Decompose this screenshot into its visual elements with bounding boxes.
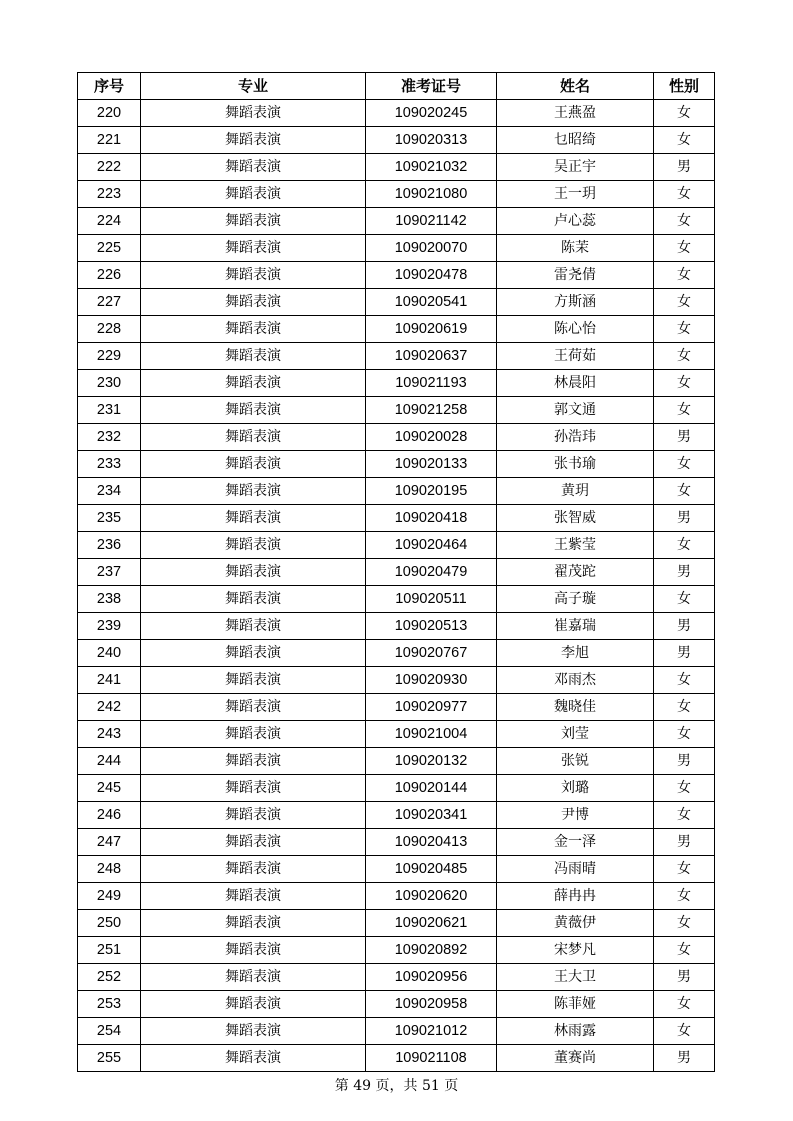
- table-row: [78, 100, 715, 127]
- name-cell: 陈菲娅: [497, 991, 654, 1018]
- gender-cell: 女: [654, 802, 715, 829]
- gender-cell: 男: [654, 829, 715, 856]
- exam-id-cell: 109021108: [366, 1045, 497, 1072]
- exam-id-cell: 109021004: [366, 721, 497, 748]
- serial-number-cell: 233: [78, 451, 141, 478]
- name-cell: 王燕盈: [497, 100, 654, 127]
- header-exam-id: 准考证号: [366, 73, 497, 100]
- table-row: [78, 127, 715, 154]
- gender-cell: 女: [654, 181, 715, 208]
- gender-cell: 男: [654, 424, 715, 451]
- gender-cell: 女: [654, 478, 715, 505]
- name-cell: 王一玥: [497, 181, 654, 208]
- exam-id-cell: 109020621: [366, 910, 497, 937]
- exam-id-cell: 109020341: [366, 802, 497, 829]
- exam-id-cell: 109021032: [366, 154, 497, 181]
- name-cell: 翟茂跎: [497, 559, 654, 586]
- serial-number-cell: 239: [78, 613, 141, 640]
- name-cell: 孙浩玮: [497, 424, 654, 451]
- exam-id-cell: 109020413: [366, 829, 497, 856]
- table-row: [78, 910, 715, 937]
- exam-id-cell: 109020464: [366, 532, 497, 559]
- gender-cell: 女: [654, 127, 715, 154]
- serial-number-cell: 255: [78, 1045, 141, 1072]
- gender-cell: 女: [654, 775, 715, 802]
- serial-number-cell: 253: [78, 991, 141, 1018]
- exam-id-cell: 109021012: [366, 1018, 497, 1045]
- name-cell: 薛冉冉: [497, 883, 654, 910]
- table-row: [78, 964, 715, 991]
- header-name: 姓名: [497, 73, 654, 100]
- serial-number-cell: 222: [78, 154, 141, 181]
- name-cell: 卢心蕊: [497, 208, 654, 235]
- name-cell: 邓雨杰: [497, 667, 654, 694]
- exam-id-cell: 109021193: [366, 370, 497, 397]
- exam-id-cell: 109020479: [366, 559, 497, 586]
- major-cell: 舞蹈表演: [141, 208, 366, 235]
- name-cell: 金一泽: [497, 829, 654, 856]
- table-row: [78, 829, 715, 856]
- table-row: [78, 559, 715, 586]
- gender-cell: 女: [654, 208, 715, 235]
- major-cell: 舞蹈表演: [141, 964, 366, 991]
- exam-id-cell: 109020513: [366, 613, 497, 640]
- gender-cell: 女: [654, 586, 715, 613]
- serial-number-cell: 246: [78, 802, 141, 829]
- serial-number-cell: 224: [78, 208, 141, 235]
- name-cell: 张锐: [497, 748, 654, 775]
- name-cell: 吴正宇: [497, 154, 654, 181]
- gender-cell: 女: [654, 667, 715, 694]
- exam-id-cell: 109020958: [366, 991, 497, 1018]
- table-row: [78, 694, 715, 721]
- major-cell: 舞蹈表演: [141, 640, 366, 667]
- name-cell: 张智威: [497, 505, 654, 532]
- major-cell: 舞蹈表演: [141, 721, 366, 748]
- serial-number-cell: 232: [78, 424, 141, 451]
- name-cell: 黄薇伊: [497, 910, 654, 937]
- name-cell: 林雨露: [497, 1018, 654, 1045]
- gender-cell: 女: [654, 532, 715, 559]
- table-row: [78, 937, 715, 964]
- major-cell: 舞蹈表演: [141, 451, 366, 478]
- serial-number-cell: 241: [78, 667, 141, 694]
- table-row: [78, 856, 715, 883]
- serial-number-cell: 248: [78, 856, 141, 883]
- serial-number-cell: 225: [78, 235, 141, 262]
- table-row: [78, 883, 715, 910]
- table-row: [78, 424, 715, 451]
- major-cell: 舞蹈表演: [141, 262, 366, 289]
- serial-number-cell: 226: [78, 262, 141, 289]
- gender-cell: 女: [654, 262, 715, 289]
- gender-cell: 女: [654, 289, 715, 316]
- exam-id-cell: 109020485: [366, 856, 497, 883]
- serial-number-cell: 247: [78, 829, 141, 856]
- major-cell: 舞蹈表演: [141, 613, 366, 640]
- gender-cell: 女: [654, 235, 715, 262]
- name-cell: 魏晓佳: [497, 694, 654, 721]
- name-cell: 高子璇: [497, 586, 654, 613]
- gender-cell: 男: [654, 505, 715, 532]
- table-row: [78, 640, 715, 667]
- table-row: [78, 748, 715, 775]
- exam-id-cell: 109020511: [366, 586, 497, 613]
- major-cell: 舞蹈表演: [141, 370, 366, 397]
- table-row: [78, 397, 715, 424]
- gender-cell: 男: [654, 964, 715, 991]
- name-cell: 方斯涵: [497, 289, 654, 316]
- name-cell: 董赛尚: [497, 1045, 654, 1072]
- exam-id-cell: 109020620: [366, 883, 497, 910]
- exam-id-cell: 109020070: [366, 235, 497, 262]
- major-cell: 舞蹈表演: [141, 343, 366, 370]
- exam-id-cell: 109020195: [366, 478, 497, 505]
- serial-number-cell: 245: [78, 775, 141, 802]
- serial-number-cell: 229: [78, 343, 141, 370]
- major-cell: 舞蹈表演: [141, 397, 366, 424]
- exam-id-cell: 109020478: [366, 262, 497, 289]
- gender-cell: 女: [654, 694, 715, 721]
- name-cell: 刘璐: [497, 775, 654, 802]
- serial-number-cell: 235: [78, 505, 141, 532]
- major-cell: 舞蹈表演: [141, 532, 366, 559]
- exam-id-cell: 109020541: [366, 289, 497, 316]
- serial-number-cell: 249: [78, 883, 141, 910]
- gender-cell: 女: [654, 343, 715, 370]
- serial-number-cell: 231: [78, 397, 141, 424]
- exam-id-cell: 109020619: [366, 316, 497, 343]
- exam-id-cell: 109020144: [366, 775, 497, 802]
- exam-id-cell: 109020245: [366, 100, 497, 127]
- name-cell: 黄玥: [497, 478, 654, 505]
- major-cell: 舞蹈表演: [141, 505, 366, 532]
- name-cell: 崔嘉瑞: [497, 613, 654, 640]
- name-cell: 宋梦凡: [497, 937, 654, 964]
- major-cell: 舞蹈表演: [141, 316, 366, 343]
- gender-cell: 女: [654, 910, 715, 937]
- exam-id-cell: 109021258: [366, 397, 497, 424]
- table-row: [78, 721, 715, 748]
- major-cell: 舞蹈表演: [141, 910, 366, 937]
- exam-id-cell: 109020956: [366, 964, 497, 991]
- name-cell: 王大卫: [497, 964, 654, 991]
- header-major: 专业: [141, 73, 366, 100]
- major-cell: 舞蹈表演: [141, 127, 366, 154]
- serial-number-cell: 250: [78, 910, 141, 937]
- major-cell: 舞蹈表演: [141, 667, 366, 694]
- gender-cell: 女: [654, 1018, 715, 1045]
- major-cell: 舞蹈表演: [141, 478, 366, 505]
- serial-number-cell: 244: [78, 748, 141, 775]
- exam-id-cell: 109021080: [366, 181, 497, 208]
- major-cell: 舞蹈表演: [141, 235, 366, 262]
- gender-cell: 女: [654, 100, 715, 127]
- table-row: [78, 208, 715, 235]
- name-cell: 尹博: [497, 802, 654, 829]
- name-cell: 李旭: [497, 640, 654, 667]
- gender-cell: 男: [654, 613, 715, 640]
- major-cell: 舞蹈表演: [141, 694, 366, 721]
- gender-cell: 女: [654, 883, 715, 910]
- serial-number-cell: 230: [78, 370, 141, 397]
- table-row: [78, 613, 715, 640]
- table-row: [78, 667, 715, 694]
- exam-id-cell: 109020892: [366, 937, 497, 964]
- major-cell: 舞蹈表演: [141, 100, 366, 127]
- exam-id-cell: 109020977: [366, 694, 497, 721]
- serial-number-cell: 252: [78, 964, 141, 991]
- page-footer: 第 49 页，共 51 页: [334, 1078, 459, 1094]
- gender-cell: 男: [654, 748, 715, 775]
- table-row: [78, 1045, 715, 1072]
- major-cell: 舞蹈表演: [141, 748, 366, 775]
- serial-number-cell: 243: [78, 721, 141, 748]
- name-cell: 冯雨晴: [497, 856, 654, 883]
- table-row: [78, 451, 715, 478]
- gender-cell: 女: [654, 721, 715, 748]
- major-cell: 舞蹈表演: [141, 289, 366, 316]
- major-cell: 舞蹈表演: [141, 181, 366, 208]
- table-row: [78, 775, 715, 802]
- gender-cell: 女: [654, 316, 715, 343]
- gender-cell: 女: [654, 370, 715, 397]
- gender-cell: 男: [654, 559, 715, 586]
- gender-cell: 女: [654, 397, 715, 424]
- major-cell: 舞蹈表演: [141, 1045, 366, 1072]
- major-cell: 舞蹈表演: [141, 856, 366, 883]
- name-cell: 王荷茹: [497, 343, 654, 370]
- major-cell: 舞蹈表演: [141, 775, 366, 802]
- name-cell: 王紫莹: [497, 532, 654, 559]
- header-gender: 性别: [654, 73, 715, 100]
- major-cell: 舞蹈表演: [141, 883, 366, 910]
- table-row: [78, 154, 715, 181]
- table-row: [78, 316, 715, 343]
- name-cell: 雷尧倩: [497, 262, 654, 289]
- table-body: [78, 100, 715, 1072]
- exam-id-cell: 109020028: [366, 424, 497, 451]
- table-row: [78, 235, 715, 262]
- table-row: [78, 532, 715, 559]
- serial-number-cell: 237: [78, 559, 141, 586]
- name-cell: 乜昭绮: [497, 127, 654, 154]
- name-cell: 刘莹: [497, 721, 654, 748]
- table-row: [78, 478, 715, 505]
- name-cell: 郭文通: [497, 397, 654, 424]
- name-cell: 陈心怡: [497, 316, 654, 343]
- exam-id-cell: 109020418: [366, 505, 497, 532]
- serial-number-cell: 223: [78, 181, 141, 208]
- serial-number-cell: 251: [78, 937, 141, 964]
- table-row: [78, 802, 715, 829]
- serial-number-cell: 254: [78, 1018, 141, 1045]
- table-header-row: [78, 73, 715, 100]
- major-cell: 舞蹈表演: [141, 829, 366, 856]
- table-row: [78, 289, 715, 316]
- exam-id-cell: 109020767: [366, 640, 497, 667]
- gender-cell: 女: [654, 937, 715, 964]
- serial-number-cell: 236: [78, 532, 141, 559]
- table-row: [78, 262, 715, 289]
- exam-id-cell: 109020637: [366, 343, 497, 370]
- header-serial-number: 序号: [78, 73, 141, 100]
- serial-number-cell: 221: [78, 127, 141, 154]
- name-cell: 林晨阳: [497, 370, 654, 397]
- major-cell: 舞蹈表演: [141, 991, 366, 1018]
- serial-number-cell: 240: [78, 640, 141, 667]
- serial-number-cell: 238: [78, 586, 141, 613]
- gender-cell: 女: [654, 451, 715, 478]
- table-row: [78, 1018, 715, 1045]
- major-cell: 舞蹈表演: [141, 586, 366, 613]
- exam-id-cell: 109020930: [366, 667, 497, 694]
- serial-number-cell: 242: [78, 694, 141, 721]
- gender-cell: 女: [654, 856, 715, 883]
- exam-id-cell: 109020132: [366, 748, 497, 775]
- table-row: [78, 370, 715, 397]
- table-row: [78, 991, 715, 1018]
- exam-id-cell: 109020313: [366, 127, 497, 154]
- major-cell: 舞蹈表演: [141, 937, 366, 964]
- table-row: [78, 343, 715, 370]
- roster-table: [77, 72, 715, 1072]
- exam-id-cell: 109020133: [366, 451, 497, 478]
- gender-cell: 男: [654, 1045, 715, 1072]
- serial-number-cell: 220: [78, 100, 141, 127]
- gender-cell: 女: [654, 991, 715, 1018]
- serial-number-cell: 227: [78, 289, 141, 316]
- name-cell: 陈茉: [497, 235, 654, 262]
- serial-number-cell: 228: [78, 316, 141, 343]
- table-row: [78, 586, 715, 613]
- serial-number-cell: 234: [78, 478, 141, 505]
- major-cell: 舞蹈表演: [141, 154, 366, 181]
- table-row: [78, 181, 715, 208]
- major-cell: 舞蹈表演: [141, 1018, 366, 1045]
- major-cell: 舞蹈表演: [141, 559, 366, 586]
- major-cell: 舞蹈表演: [141, 802, 366, 829]
- table-row: [78, 505, 715, 532]
- gender-cell: 男: [654, 154, 715, 181]
- gender-cell: 男: [654, 640, 715, 667]
- major-cell: 舞蹈表演: [141, 424, 366, 451]
- exam-id-cell: 109021142: [366, 208, 497, 235]
- name-cell: 张书瑜: [497, 451, 654, 478]
